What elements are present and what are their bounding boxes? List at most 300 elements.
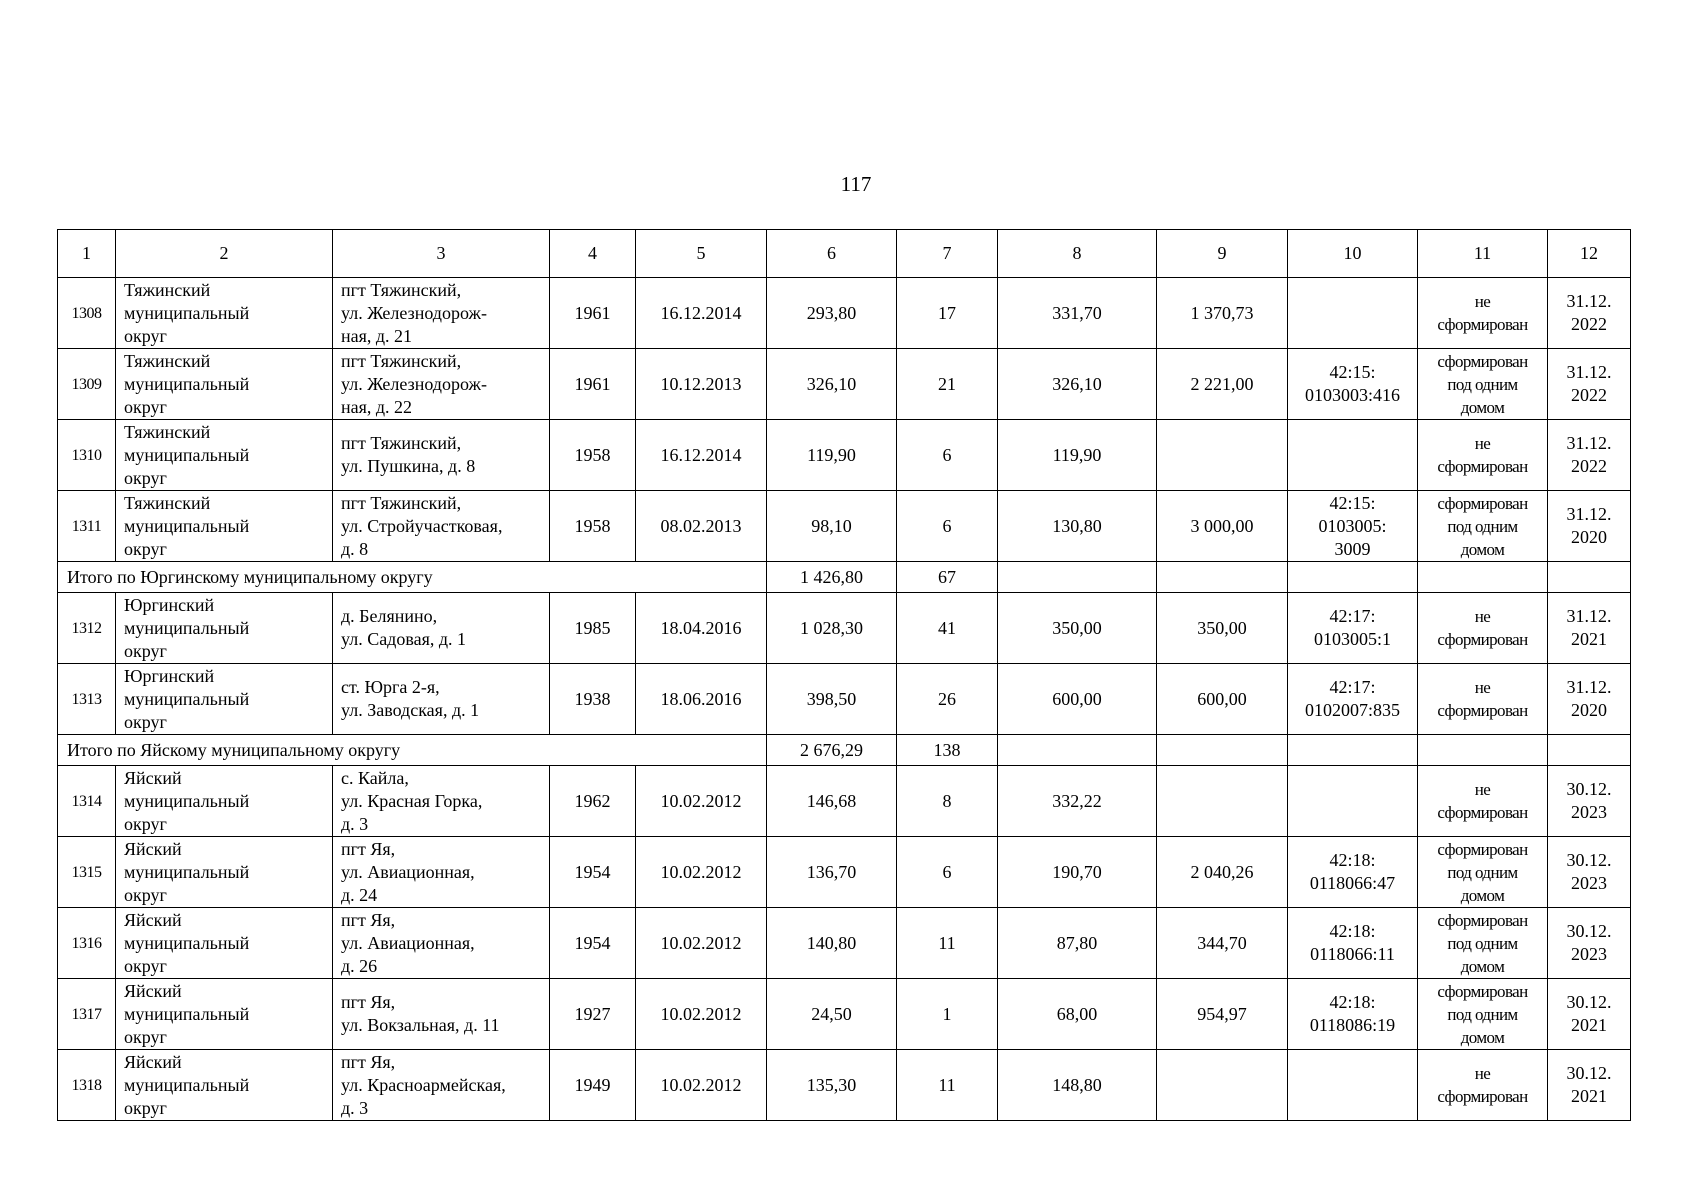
- district-cell-line: округ: [124, 467, 167, 488]
- district-cell-line: округ: [124, 813, 167, 834]
- table-row: [58, 766, 1631, 837]
- year-cell: 1985: [550, 593, 636, 664]
- column-header: 7: [897, 230, 998, 278]
- district-cell: [116, 1050, 333, 1121]
- address-cell: [333, 664, 550, 735]
- column-header: 2: [116, 230, 333, 278]
- cadastral-number-cell-line: 42:15:: [1329, 492, 1376, 513]
- row-number: 1308: [58, 278, 116, 349]
- area-cell: 1 028,30: [767, 593, 897, 664]
- empty-cell: [998, 562, 1157, 593]
- district-cell: [116, 979, 333, 1050]
- subtotal-area: 1 426,80: [767, 562, 897, 593]
- cadastral-number-cell-line: 0103003:416: [1304, 385, 1400, 405]
- land-status-cell-line: сформирован: [1437, 315, 1528, 334]
- column-9-cell: 2 221,00: [1157, 349, 1288, 420]
- address-cell: [333, 420, 550, 491]
- column-9-cell: 600,00: [1157, 664, 1288, 735]
- area-cell: 119,90: [767, 420, 897, 491]
- deadline-cell-line: 30.12.: [1566, 921, 1612, 941]
- district-cell-line: Яйский: [124, 838, 182, 859]
- table-row: [58, 491, 1631, 562]
- year-cell: 1961: [550, 278, 636, 349]
- deadline-cell-line: 2022: [1571, 385, 1607, 405]
- address-cell: [333, 491, 550, 562]
- column-header: 8: [998, 230, 1157, 278]
- district-cell-line: муниципальный: [124, 861, 250, 882]
- land-status-cell-line: не: [1474, 434, 1491, 453]
- column-header: 4: [550, 230, 636, 278]
- date-cell: 10.12.2013: [636, 349, 767, 420]
- residents-cell: 26: [897, 664, 998, 735]
- residents-cell: 6: [897, 491, 998, 562]
- deadline-cell-line: 2023: [1571, 802, 1607, 822]
- district-cell-line: Яйский: [124, 909, 182, 930]
- district-cell-line: муниципальный: [124, 515, 250, 536]
- cadastral-number-cell-line: 0118066:11: [1310, 944, 1395, 964]
- land-status-cell-line: под одним: [1447, 516, 1518, 536]
- area-cell: 135,30: [767, 1050, 897, 1121]
- empty-cell: [1418, 735, 1548, 766]
- district-cell-line: муниципальный: [124, 302, 250, 323]
- district-cell: [116, 908, 333, 979]
- cadastral-number-cell-line: 42:18:: [1329, 992, 1376, 1012]
- deadline-cell-line: 31.12.: [1566, 291, 1612, 311]
- date-cell: 16.12.2014: [636, 420, 767, 491]
- address-cell-line: д. 24: [341, 884, 378, 905]
- address-cell-line: пгт Тяжинский,: [341, 279, 462, 300]
- address-cell: [333, 908, 550, 979]
- district-cell: [116, 766, 333, 837]
- residents-cell: 11: [897, 908, 998, 979]
- deadline-cell-line: 2022: [1571, 314, 1607, 334]
- land-status-cell: [1418, 1050, 1548, 1121]
- land-status-cell-line: домом: [1460, 397, 1505, 417]
- subtotal-residents: 138: [897, 735, 998, 766]
- row-number: 1313: [58, 664, 116, 735]
- deadline-cell: [1548, 349, 1631, 420]
- address-cell: [333, 766, 550, 837]
- subtotal-row: [58, 735, 1631, 766]
- row-number: 1315: [58, 837, 116, 908]
- district-cell-line: муниципальный: [124, 444, 250, 465]
- date-cell: 08.02.2013: [636, 491, 767, 562]
- land-status-cell: [1418, 837, 1548, 908]
- column-8-cell: 332,22: [998, 766, 1157, 837]
- cadastral-number-cell-line: 42:17:: [1329, 677, 1376, 697]
- land-status-cell-line: не: [1474, 607, 1491, 626]
- district-cell-line: муниципальный: [124, 688, 250, 709]
- year-cell: 1938: [550, 664, 636, 735]
- empty-cell: [1288, 562, 1418, 593]
- address-cell-line: ст. Юрга 2-я,: [341, 677, 440, 697]
- land-status-cell-line: не: [1474, 292, 1491, 311]
- header-row: [58, 230, 1631, 278]
- cadastral-number-cell-line: 3009: [1334, 538, 1371, 559]
- table-row: [58, 664, 1631, 735]
- address-cell-line: ул. Железнодорож-: [341, 302, 487, 323]
- date-cell: 16.12.2014: [636, 278, 767, 349]
- district-cell-line: Яйский: [124, 980, 182, 1001]
- column-header: 3: [333, 230, 550, 278]
- row-number: 1316: [58, 908, 116, 979]
- address-cell-line: ул. Железнодорож-: [341, 373, 487, 394]
- address-cell-line: пгт Яя,: [341, 992, 396, 1012]
- land-status-cell-line: сформирован: [1437, 803, 1528, 822]
- residents-cell: 6: [897, 420, 998, 491]
- district-cell-line: округ: [124, 1097, 167, 1118]
- column-9-cell: [1157, 1050, 1288, 1121]
- address-cell: [333, 979, 550, 1050]
- district-cell-line: округ: [124, 325, 167, 346]
- address-cell-line: д. 8: [341, 538, 369, 559]
- cadastral-number-cell-line: 0118066:47: [1309, 873, 1396, 893]
- deadline-cell: [1548, 593, 1631, 664]
- deadline-cell-line: 31.12.: [1566, 504, 1612, 524]
- deadline-cell-line: 2022: [1571, 456, 1607, 476]
- year-cell: 1927: [550, 979, 636, 1050]
- address-cell-line: пгт Тяжинский,: [341, 492, 462, 513]
- address-cell: [333, 278, 550, 349]
- empty-cell: [1157, 562, 1288, 593]
- district-cell-line: муниципальный: [124, 790, 250, 811]
- column-header: 1: [58, 230, 116, 278]
- subtotal-label: Итого по Юргинскому муниципальному округу: [58, 562, 767, 593]
- address-cell-line: ул. Пушкина, д. 8: [341, 456, 476, 476]
- area-cell: 398,50: [767, 664, 897, 735]
- address-cell-line: ул. Красноармейская,: [341, 1074, 506, 1095]
- column-header: 9: [1157, 230, 1288, 278]
- cadastral-number-cell: [1288, 766, 1418, 837]
- empty-cell: [1157, 735, 1288, 766]
- deadline-cell: [1548, 1050, 1631, 1121]
- column-8-cell: 119,90: [998, 420, 1157, 491]
- deadline-cell-line: 31.12.: [1566, 362, 1612, 382]
- housing-register-table: [57, 229, 1631, 1121]
- land-status-cell-line: домом: [1460, 539, 1505, 559]
- table-row: [58, 1050, 1631, 1121]
- deadline-cell: [1548, 908, 1631, 979]
- deadline-cell-line: 2023: [1571, 873, 1607, 893]
- address-cell-line: ная, д. 21: [341, 325, 413, 346]
- address-cell-line: ул. Заводская, д. 1: [341, 700, 480, 720]
- residents-cell: 6: [897, 837, 998, 908]
- area-cell: 136,70: [767, 837, 897, 908]
- land-status-cell-line: сформирован: [1437, 630, 1528, 649]
- district-cell: [116, 837, 333, 908]
- district-cell-line: округ: [124, 640, 167, 661]
- land-status-cell-line: домом: [1460, 956, 1505, 976]
- year-cell: 1962: [550, 766, 636, 837]
- cadastral-number-cell: [1288, 593, 1418, 664]
- column-8-cell: 68,00: [998, 979, 1157, 1050]
- cadastral-number-cell-line: 42:18:: [1329, 921, 1376, 941]
- land-status-cell-line: сформирован: [1437, 701, 1528, 720]
- district-cell-line: округ: [124, 711, 167, 732]
- land-status-cell: [1418, 908, 1548, 979]
- residents-cell: 17: [897, 278, 998, 349]
- district-cell-line: Яйский: [124, 1051, 182, 1072]
- date-cell: 18.06.2016: [636, 664, 767, 735]
- residents-cell: 8: [897, 766, 998, 837]
- land-status-cell-line: сформирован: [1437, 981, 1528, 1001]
- column-header: 10: [1288, 230, 1418, 278]
- deadline-cell: [1548, 420, 1631, 491]
- land-status-cell: [1418, 420, 1548, 491]
- cadastral-number-cell-line: 0102007:835: [1304, 700, 1400, 720]
- cadastral-number-cell: [1288, 908, 1418, 979]
- land-status-cell-line: не: [1474, 678, 1491, 697]
- address-cell-line: ул. Садовая, д. 1: [341, 629, 467, 649]
- address-cell-line: пгт Яя,: [341, 1051, 396, 1072]
- column-9-cell: 2 040,26: [1157, 837, 1288, 908]
- column-9-cell: 1 370,73: [1157, 278, 1288, 349]
- column-8-cell: 326,10: [998, 349, 1157, 420]
- column-header: 12: [1548, 230, 1631, 278]
- table-row: [58, 979, 1631, 1050]
- address-cell: [333, 1050, 550, 1121]
- district-cell-line: Тяжинский: [124, 492, 211, 513]
- address-cell-line: пгт Яя,: [341, 838, 396, 859]
- column-9-cell: 344,70: [1157, 908, 1288, 979]
- district-cell-line: муниципальный: [124, 1003, 250, 1024]
- address-cell: [333, 837, 550, 908]
- land-status-cell-line: сформирован: [1437, 351, 1528, 371]
- column-header: 5: [636, 230, 767, 278]
- area-cell: 98,10: [767, 491, 897, 562]
- year-cell: 1961: [550, 349, 636, 420]
- column-header: 6: [767, 230, 897, 278]
- deadline-cell: [1548, 837, 1631, 908]
- column-9-cell: 954,97: [1157, 979, 1288, 1050]
- deadline-cell-line: 2020: [1571, 700, 1607, 720]
- deadline-cell-line: 31.12.: [1566, 677, 1612, 697]
- address-cell-line: ул. Вокзальная, д. 11: [341, 1015, 500, 1035]
- year-cell: 1954: [550, 908, 636, 979]
- land-status-cell-line: сформирован: [1437, 839, 1528, 859]
- deadline-cell-line: 2021: [1571, 1015, 1607, 1035]
- area-cell: 326,10: [767, 349, 897, 420]
- deadline-cell-line: 2021: [1571, 629, 1607, 649]
- year-cell: 1954: [550, 837, 636, 908]
- subtotal-label: Итого по Яйскому муниципальному округу: [58, 735, 767, 766]
- district-cell-line: округ: [124, 955, 167, 976]
- land-status-cell: [1418, 593, 1548, 664]
- date-cell: 10.02.2012: [636, 908, 767, 979]
- land-status-cell-line: под одним: [1447, 1004, 1518, 1024]
- column-8-cell: 350,00: [998, 593, 1157, 664]
- land-status-cell-line: домом: [1460, 1027, 1505, 1047]
- date-cell: 10.02.2012: [636, 766, 767, 837]
- land-status-cell-line: не: [1474, 780, 1491, 799]
- column-9-cell: [1157, 766, 1288, 837]
- area-cell: 24,50: [767, 979, 897, 1050]
- residents-cell: 21: [897, 349, 998, 420]
- deadline-cell: [1548, 664, 1631, 735]
- deadline-cell: [1548, 766, 1631, 837]
- date-cell: 18.04.2016: [636, 593, 767, 664]
- address-cell-line: ул. Авиационная,: [341, 861, 475, 882]
- row-number: 1318: [58, 1050, 116, 1121]
- subtotal-row: [58, 562, 1631, 593]
- year-cell: 1958: [550, 491, 636, 562]
- land-status-cell-line: под одним: [1447, 374, 1518, 394]
- address-cell-line: ул. Авиационная,: [341, 932, 475, 953]
- land-status-cell-line: сформирован: [1437, 910, 1528, 930]
- address-cell-line: д. 3: [341, 1097, 369, 1118]
- deadline-cell-line: 30.12.: [1566, 992, 1612, 1012]
- cadastral-number-cell: [1288, 664, 1418, 735]
- address-cell-line: д. 26: [341, 955, 378, 976]
- cadastral-number-cell-line: 0103005:1: [1313, 629, 1391, 649]
- address-cell-line: пгт Тяжинский,: [341, 350, 462, 371]
- cadastral-number-cell: [1288, 491, 1418, 562]
- deadline-cell-line: 2023: [1571, 944, 1607, 964]
- deadline-cell-line: 30.12.: [1566, 850, 1612, 870]
- row-number: 1309: [58, 349, 116, 420]
- district-cell-line: Тяжинский: [124, 279, 211, 300]
- land-status-cell: [1418, 979, 1548, 1050]
- cadastral-number-cell: [1288, 349, 1418, 420]
- address-cell-line: пгт Тяжинский,: [341, 433, 462, 453]
- address-cell-line: с. Кайла,: [341, 767, 409, 788]
- empty-cell: [1418, 562, 1548, 593]
- address-cell-line: ная, д. 22: [341, 396, 413, 417]
- deadline-cell-line: 31.12.: [1566, 606, 1612, 626]
- land-status-cell: [1418, 664, 1548, 735]
- cadastral-number-cell-line: 42:17:: [1329, 606, 1376, 626]
- table-row: [58, 349, 1631, 420]
- empty-cell: [1548, 735, 1631, 766]
- table-row: [58, 908, 1631, 979]
- land-status-cell-line: домом: [1460, 885, 1505, 905]
- column-8-cell: 130,80: [998, 491, 1157, 562]
- district-cell-line: округ: [124, 884, 167, 905]
- address-cell-line: ул. Стройучастковая,: [341, 515, 503, 536]
- address-cell-line: ул. Красная Горка,: [341, 790, 483, 811]
- table-row: [58, 278, 1631, 349]
- address-cell: [333, 349, 550, 420]
- cadastral-number-cell-line: 0103005:: [1318, 515, 1387, 536]
- district-cell-line: муниципальный: [124, 932, 250, 953]
- district-cell-line: округ: [124, 396, 167, 417]
- district-cell: [116, 420, 333, 491]
- district-cell-line: Юргинский: [124, 594, 215, 615]
- column-8-cell: 87,80: [998, 908, 1157, 979]
- table-row: [58, 837, 1631, 908]
- district-cell-line: муниципальный: [124, 373, 250, 394]
- cadastral-number-cell: [1288, 420, 1418, 491]
- year-cell: 1958: [550, 420, 636, 491]
- row-number: 1312: [58, 593, 116, 664]
- row-number: 1310: [58, 420, 116, 491]
- deadline-cell: [1548, 278, 1631, 349]
- cadastral-number-cell: [1288, 1050, 1418, 1121]
- district-cell-line: Тяжинский: [124, 421, 211, 442]
- residents-cell: 11: [897, 1050, 998, 1121]
- column-9-cell: 3 000,00: [1157, 491, 1288, 562]
- residents-cell: 41: [897, 593, 998, 664]
- subtotal-area: 2 676,29: [767, 735, 897, 766]
- residents-cell: 1: [897, 979, 998, 1050]
- land-status-cell-line: сформирован: [1437, 1087, 1528, 1106]
- year-cell: 1949: [550, 1050, 636, 1121]
- district-cell-line: Яйский: [124, 767, 182, 788]
- address-cell-line: д. Белянино,: [341, 606, 438, 626]
- column-8-cell: 190,70: [998, 837, 1157, 908]
- area-cell: 140,80: [767, 908, 897, 979]
- empty-cell: [998, 735, 1157, 766]
- table-row: [58, 593, 1631, 664]
- land-status-cell: [1418, 349, 1548, 420]
- deadline-cell-line: 31.12.: [1566, 433, 1612, 453]
- deadline-cell-line: 2021: [1571, 1086, 1607, 1106]
- district-cell-line: муниципальный: [124, 1074, 250, 1095]
- district-cell-line: Юргинский: [124, 665, 215, 686]
- date-cell: 10.02.2012: [636, 837, 767, 908]
- deadline-cell-line: 30.12.: [1566, 779, 1612, 799]
- row-number: 1311: [58, 491, 116, 562]
- district-cell: [116, 664, 333, 735]
- table-body: [58, 230, 1631, 1121]
- district-cell-line: округ: [124, 538, 167, 559]
- column-8-cell: 600,00: [998, 664, 1157, 735]
- district-cell: [116, 349, 333, 420]
- address-cell-line: д. 3: [341, 813, 369, 834]
- address-cell: [333, 593, 550, 664]
- date-cell: 10.02.2012: [636, 1050, 767, 1121]
- date-cell: 10.02.2012: [636, 979, 767, 1050]
- cadastral-number-cell-line: 0118086:19: [1309, 1015, 1396, 1035]
- land-status-cell-line: сформирован: [1437, 457, 1528, 476]
- page-number: 117: [840, 172, 872, 196]
- cadastral-number-cell: [1288, 278, 1418, 349]
- deadline-cell-line: 30.12.: [1566, 1063, 1612, 1083]
- land-status-cell: [1418, 491, 1548, 562]
- cadastral-number-cell: [1288, 979, 1418, 1050]
- column-9-cell: [1157, 420, 1288, 491]
- deadline-cell: [1548, 491, 1631, 562]
- area-cell: 293,80: [767, 278, 897, 349]
- district-cell: [116, 278, 333, 349]
- district-cell-line: муниципальный: [124, 617, 250, 638]
- district-cell: [116, 491, 333, 562]
- land-status-cell-line: сформирован: [1437, 493, 1528, 513]
- land-status-cell: [1418, 278, 1548, 349]
- deadline-cell: [1548, 979, 1631, 1050]
- deadline-cell-line: 2020: [1571, 527, 1607, 547]
- row-number: 1317: [58, 979, 116, 1050]
- land-status-cell-line: не: [1474, 1064, 1491, 1083]
- address-cell-line: пгт Яя,: [341, 909, 396, 930]
- district-cell-line: округ: [124, 1026, 167, 1047]
- district-cell: [116, 593, 333, 664]
- empty-cell: [1288, 735, 1418, 766]
- land-status-cell-line: под одним: [1447, 933, 1518, 953]
- row-number: 1314: [58, 766, 116, 837]
- table-row: [58, 420, 1631, 491]
- land-status-cell: [1418, 766, 1548, 837]
- land-status-cell-line: под одним: [1447, 862, 1518, 882]
- district-cell-line: Тяжинский: [124, 350, 211, 371]
- cadastral-number-cell-line: 42:15:: [1329, 362, 1376, 382]
- column-8-cell: 331,70: [998, 278, 1157, 349]
- column-9-cell: 350,00: [1157, 593, 1288, 664]
- column-8-cell: 148,80: [998, 1050, 1157, 1121]
- column-header: 11: [1418, 230, 1548, 278]
- subtotal-residents: 67: [897, 562, 998, 593]
- empty-cell: [1548, 562, 1631, 593]
